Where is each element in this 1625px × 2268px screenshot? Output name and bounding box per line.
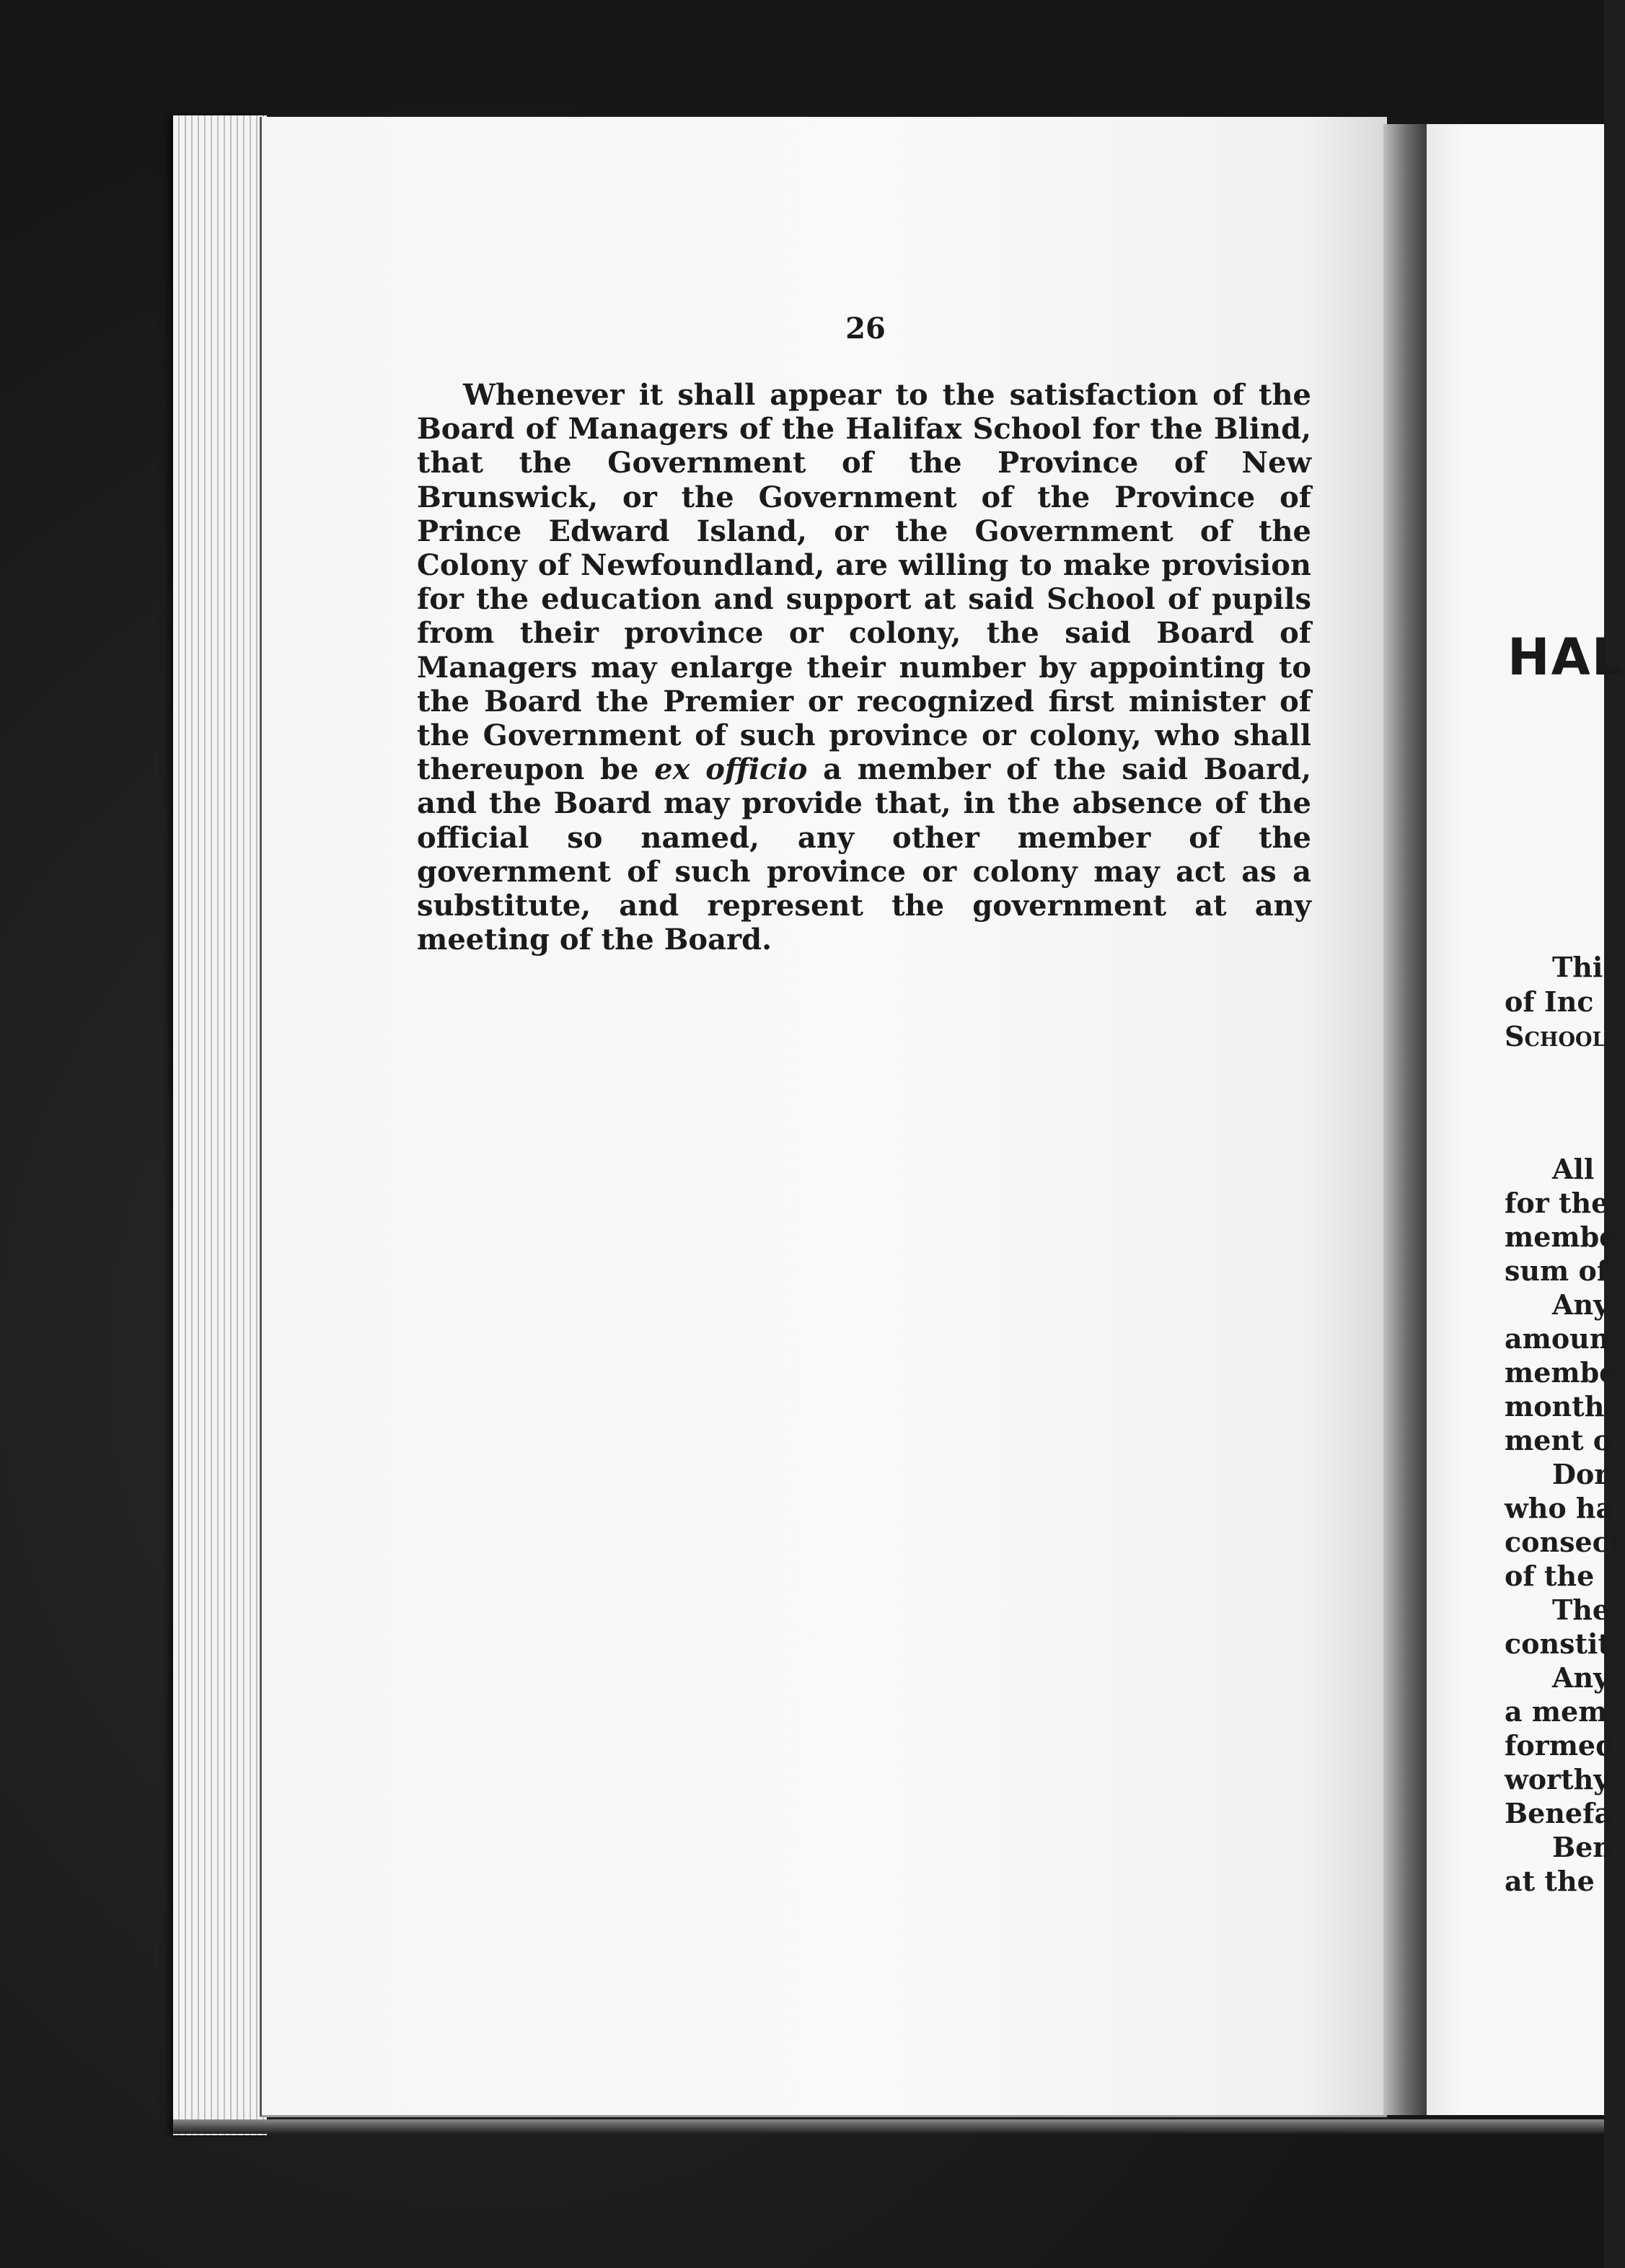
book-page-edges xyxy=(173,115,267,2135)
right-page-line: a mem xyxy=(1505,1695,1608,1728)
right-page-line: consect xyxy=(1505,1526,1622,1558)
right-page-line: worthy xyxy=(1505,1763,1610,1796)
right-page-line: Thi xyxy=(1552,951,1603,983)
right-page-line: amoun xyxy=(1505,1322,1610,1355)
right-page-line: Any xyxy=(1552,1661,1610,1694)
right-page-line: who ha xyxy=(1505,1492,1614,1524)
right-page-line: for the xyxy=(1505,1187,1609,1219)
right-page-line: ment o xyxy=(1505,1424,1612,1456)
paragraph-text-start: Whenever it shall appear to the satisfaction of the Board of Managers of the Halifax School for the Blind, that the Government of the Province of New Brunswick, or the Government of the Province of Prince Edward Island, or the Government of the Colony of Newfoundland, are willing to make provision for the education and support at said School of pupils from their province or colony, the said Board of Managers may enlarge their number by appointing to the Board the Premier or recognized first minister of the Government of such province or colony, who shall thereupon be xyxy=(417,378,1311,787)
paragraph-italic-phrase: ex officio xyxy=(654,752,808,787)
right-page-line: Benefa xyxy=(1505,1797,1613,1829)
right-page-line: All xyxy=(1552,1153,1595,1185)
right-page-line: Any xyxy=(1552,1288,1610,1321)
right-page-line: of the xyxy=(1505,1560,1595,1592)
right-page-line: Ben xyxy=(1552,1831,1613,1863)
right-page-line: at the xyxy=(1505,1865,1595,1897)
right-page-line: formed xyxy=(1505,1729,1615,1762)
paragraph-text-end: a member of the said Board, and the Board may provide that, in the absence of the official so named, any other member of the government of such province or colony may act as a substitute, and represent the government at any meeting of the Board. xyxy=(417,752,1312,957)
right-page-line: month xyxy=(1505,1390,1605,1423)
page-number: 26 xyxy=(845,312,886,346)
right-page-line: The xyxy=(1552,1594,1611,1626)
right-page-heading: HAL xyxy=(1507,628,1625,687)
body-paragraph xyxy=(417,378,1311,957)
right-page-line: constit xyxy=(1505,1627,1611,1660)
right-page-line: membe xyxy=(1505,1221,1617,1253)
right-page-line: membe xyxy=(1505,1356,1617,1389)
right-page-line: of Inc xyxy=(1505,985,1594,1018)
book-gutter xyxy=(1383,124,1427,2115)
right-page-line: School xyxy=(1505,1020,1606,1052)
right-page-line: sum of xyxy=(1505,1254,1609,1287)
book-bottom-shadow xyxy=(173,2119,1604,2134)
right-page-line: Dor xyxy=(1552,1458,1609,1490)
